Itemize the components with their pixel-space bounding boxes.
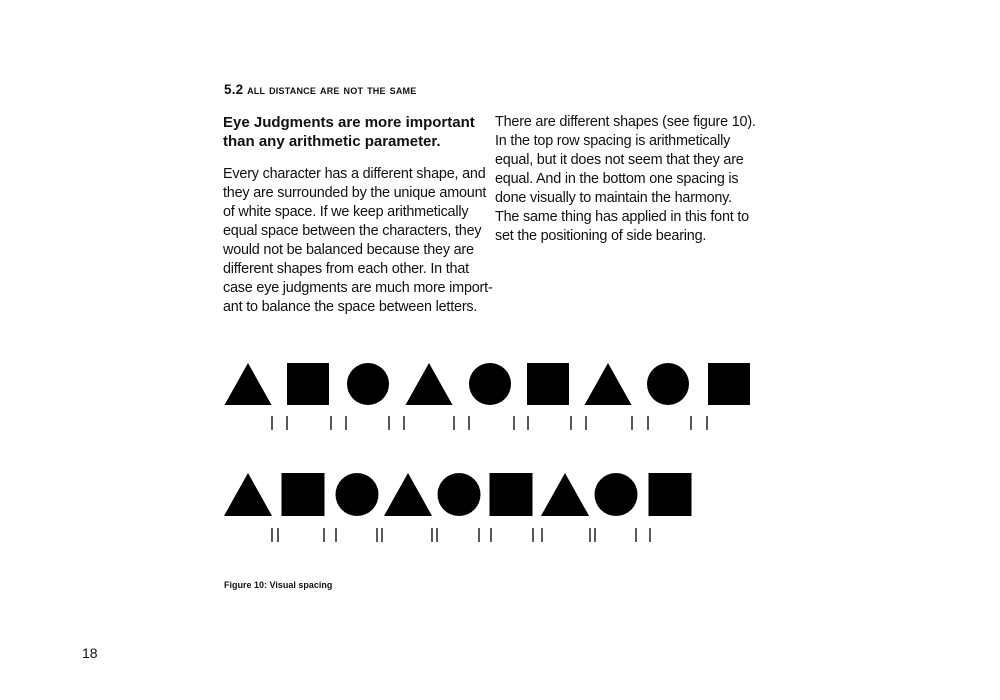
body-line: done visually to maintain the harmony.	[495, 190, 732, 206]
visual-spacing-row	[224, 473, 692, 542]
figure-caption: Figure 10: Visual spacing	[224, 580, 333, 590]
body-line: ant to balance the space between letters.	[223, 299, 478, 315]
square-shape	[490, 473, 533, 516]
triangle-shape	[224, 473, 272, 516]
circle-shape	[347, 363, 389, 405]
triangle-shape	[405, 363, 452, 405]
body-line: of white space. If we keep arithmetically	[223, 204, 469, 220]
body-line: set the positioning of side bearing.	[495, 228, 707, 244]
circle-shape	[647, 363, 689, 405]
body-line: would not be balanced because they are	[223, 242, 474, 258]
lead-line: Eye Judgments are more important	[223, 114, 475, 131]
square-shape	[287, 363, 329, 405]
square-shape	[649, 473, 692, 516]
body-line: In the top row spacing is arithmetically	[495, 133, 731, 149]
circle-shape	[469, 363, 511, 405]
lead-line: than any arithmetic parameter.	[223, 133, 441, 150]
square-shape	[527, 363, 569, 405]
body-line: equal space between the characters, they	[223, 223, 482, 239]
triangle-shape	[541, 473, 589, 516]
triangle-shape	[384, 473, 432, 516]
page-number: 18	[82, 645, 98, 661]
body-line: they are surrounded by the unique amount	[223, 185, 487, 201]
square-shape	[708, 363, 750, 405]
body-line: equal, but it does not seem that they are	[495, 152, 744, 168]
circle-shape	[336, 473, 379, 516]
body-line: different shapes from each other. In that	[223, 261, 469, 277]
circle-shape	[438, 473, 481, 516]
section-number: 5.2	[224, 82, 244, 97]
section-title: all distance are not the same	[247, 82, 417, 97]
body-line: Every character has a different shape, and	[223, 166, 486, 182]
body-line: equal. And in the bottom one spacing is	[495, 171, 739, 187]
circle-shape	[595, 473, 638, 516]
triangle-shape	[224, 363, 271, 405]
body-line: case eye judgments are much more import-	[223, 280, 493, 296]
arithmetic-spacing-row	[224, 363, 750, 430]
square-shape	[282, 473, 325, 516]
body-line: There are different shapes (see figure 10).	[495, 114, 756, 130]
triangle-shape	[584, 363, 631, 405]
body-line: The same thing has applied in this font to	[495, 209, 749, 225]
